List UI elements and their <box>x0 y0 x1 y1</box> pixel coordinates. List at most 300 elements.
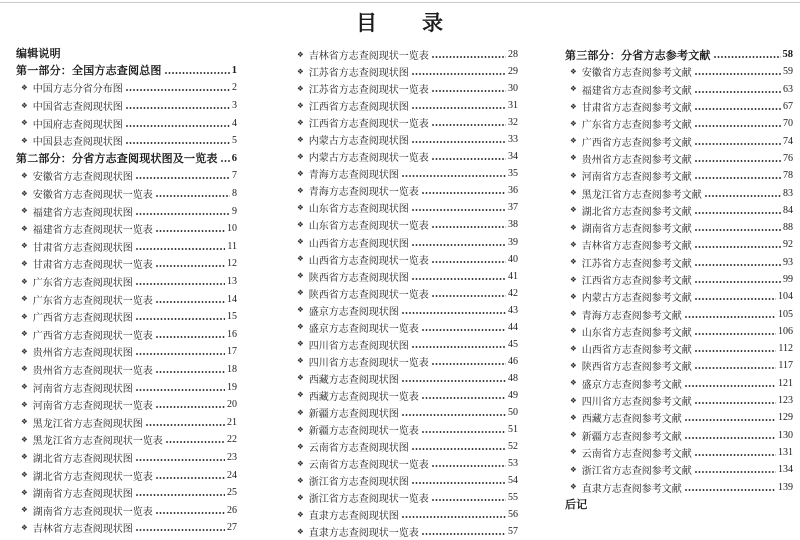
toc-page-number: 30 <box>508 83 518 95</box>
diamond-bullet-icon: ❖ <box>297 49 304 59</box>
toc-entry <box>16 308 237 326</box>
toc-page-number: 93 <box>783 256 793 268</box>
dot-leader <box>695 281 781 283</box>
toc-entry <box>292 165 518 182</box>
diamond-bullet-icon: ❖ <box>297 83 304 93</box>
toc-entry <box>16 361 237 379</box>
toc-page-number: 41 <box>508 270 518 282</box>
toc-page-number: 84 <box>783 204 793 216</box>
toc-page-number: 63 <box>783 83 793 95</box>
dot-leader <box>156 265 225 267</box>
diamond-bullet-icon: ❖ <box>570 188 577 198</box>
toc-entry-label: 江西省方志查阅现状一览表 <box>308 119 429 131</box>
diamond-bullet-icon: ❖ <box>297 356 304 366</box>
dot-leader <box>136 389 225 391</box>
toc-entry <box>16 238 237 256</box>
toc-page-number: 32 <box>508 117 518 129</box>
toc-page-number: 6 <box>231 152 237 164</box>
toc-entry-label: 陕西省方志查阅现状图 <box>308 272 409 284</box>
dot-leader <box>695 333 776 335</box>
toc-page-number: 24 <box>227 469 237 481</box>
diamond-bullet-icon: ❖ <box>297 271 304 281</box>
dot-leader <box>412 346 506 348</box>
toc-entry <box>292 148 518 165</box>
toc-entry <box>16 79 237 97</box>
diamond-bullet-icon: ❖ <box>21 522 28 532</box>
toc-entry-label: 湖北省方志查阅参考文献 <box>581 206 692 218</box>
diamond-bullet-icon: ❖ <box>21 118 28 128</box>
toc-entry <box>16 290 237 308</box>
toc-page-number: 31 <box>508 100 518 112</box>
diamond-bullet-icon: ❖ <box>21 135 28 145</box>
toc-entry-label: 四川省方志查阅现状一览表 <box>308 357 429 369</box>
diamond-bullet-icon: ❖ <box>21 223 28 233</box>
dot-leader <box>412 107 506 109</box>
toc-entry-label: 盛京方志查阅现状图 <box>308 306 399 318</box>
toc-entry-label: 山东省方志查阅现状一览表 <box>308 221 429 233</box>
diamond-bullet-icon: ❖ <box>297 424 304 434</box>
toc-entry <box>565 271 793 288</box>
toc-page-number: 42 <box>508 287 518 299</box>
diamond-bullet-icon: ❖ <box>297 117 304 127</box>
dot-leader <box>422 329 506 331</box>
toc-entry-label: 中国省志查阅现状图 <box>32 102 123 114</box>
toc-entry-label: 山东省方志查阅现状图 <box>308 204 409 216</box>
diamond-bullet-icon: ❖ <box>21 452 28 462</box>
toc-page-number: 131 <box>778 446 793 458</box>
toc-entry-label: 黑龙江省方志查阅现状图 <box>32 418 143 430</box>
toc-entry-label: 安徽省方志查阅现状图 <box>32 172 133 184</box>
diamond-bullet-icon: ❖ <box>570 395 577 405</box>
toc-entry <box>565 340 793 357</box>
toc-page-number: 12 <box>227 258 237 270</box>
diamond-bullet-icon: ❖ <box>570 291 577 301</box>
toc-entry-label: 直隶方志查阅参考文献 <box>581 483 682 495</box>
toc-entry <box>565 409 793 426</box>
page-title: 目 录 <box>356 12 444 35</box>
toc-entry-label: 黑龙江省方志查阅参考文献 <box>581 189 702 201</box>
diamond-bullet-icon: ❖ <box>297 185 304 195</box>
toc-entry <box>16 466 237 484</box>
toc-page-number: 70 <box>783 118 793 130</box>
toc-entry-label: 盛京方志查阅现状一览表 <box>308 323 419 335</box>
toc-entry <box>292 63 518 80</box>
toc-page-number: 112 <box>778 343 793 355</box>
dot-leader <box>156 230 225 232</box>
toc-entry-label: 云南省方志查阅现状一览表 <box>308 460 429 472</box>
toc-entry <box>16 44 237 62</box>
toc-entry-label: 贵州省方志查阅现状图 <box>32 348 133 360</box>
toc-page-number: 105 <box>778 308 793 320</box>
toc-entry-label: 四川省方志查阅参考文献 <box>581 397 692 409</box>
dot-leader <box>126 89 230 91</box>
diamond-bullet-icon: ❖ <box>570 101 577 111</box>
toc-page-number: 139 <box>778 481 793 493</box>
diamond-bullet-icon: ❖ <box>21 487 28 497</box>
dot-leader <box>695 160 781 162</box>
toc-entry <box>16 132 237 150</box>
toc-page-number: 17 <box>227 346 237 358</box>
diamond-bullet-icon: ❖ <box>297 475 304 485</box>
toc-page-number: 1 <box>231 64 237 76</box>
toc-page-number: 29 <box>508 66 518 78</box>
toc-entry-label: 第三部分：分省方志参考文献 <box>565 49 711 62</box>
toc-entry <box>292 302 518 319</box>
diamond-bullet-icon: ❖ <box>21 434 28 444</box>
diamond-bullet-icon: ❖ <box>570 170 577 180</box>
toc-entry-label: 黑龙江省方志查阅现状一览表 <box>32 436 163 448</box>
toc-page-number: 14 <box>227 293 237 305</box>
diamond-bullet-icon: ❖ <box>21 364 28 374</box>
toc-entry-label: 第二部分：分省方志查阅现状图及一览表 <box>16 153 218 166</box>
toc-entry <box>565 288 793 305</box>
toc-page-number: 19 <box>227 381 237 393</box>
dot-leader <box>432 295 506 297</box>
toc-entry <box>292 114 518 131</box>
toc-entry <box>565 81 793 98</box>
toc-entry <box>16 378 237 396</box>
toc-entry-label: 湖南省方志查阅参考文献 <box>581 224 692 236</box>
toc-entry-label: 湖北省方志查阅现状图 <box>32 453 133 465</box>
diamond-bullet-icon: ❖ <box>21 505 28 515</box>
toc-entry-label: 云南省方志查阅现状图 <box>308 443 409 455</box>
toc-page-number: 56 <box>508 509 518 521</box>
diamond-bullet-icon: ❖ <box>570 153 577 163</box>
toc-entry <box>565 46 793 63</box>
toc-entry <box>565 305 793 322</box>
dot-leader <box>165 72 230 74</box>
toc-page-number: 27 <box>227 522 237 534</box>
toc-page-number: 33 <box>508 134 518 146</box>
dot-leader <box>126 142 230 144</box>
dot-leader <box>221 160 230 162</box>
toc-page-number: 2 <box>232 82 237 94</box>
toc-entry-label: 江苏省方志查阅参考文献 <box>581 258 692 270</box>
dot-leader <box>412 209 506 211</box>
toc-column-left <box>16 44 237 537</box>
diamond-bullet-icon: ❖ <box>297 390 304 400</box>
toc-entry <box>565 115 793 132</box>
toc-entry-label: 广东省方志查阅现状一览表 <box>32 295 153 307</box>
toc-entry-label: 青海方志查阅现状一览表 <box>308 187 419 199</box>
toc-entry <box>292 489 518 506</box>
dot-leader <box>695 73 781 75</box>
dot-leader <box>695 246 781 248</box>
toc-page-number: 8 <box>232 188 237 200</box>
diamond-bullet-icon: ❖ <box>21 241 28 251</box>
toc-page-number: 88 <box>783 222 793 234</box>
dot-leader <box>146 424 225 426</box>
toc-entry <box>565 496 793 513</box>
toc-entry <box>565 392 793 409</box>
toc-entry <box>565 323 793 340</box>
dot-leader <box>695 367 777 369</box>
toc-entry <box>292 523 518 540</box>
toc-entry-label: 广西省方志查阅现状一览表 <box>32 330 153 342</box>
toc-entry <box>565 150 793 167</box>
toc-entry-label: 内蒙古方志查阅现状图 <box>308 136 409 148</box>
diamond-bullet-icon: ❖ <box>297 168 304 178</box>
toc-entry <box>565 357 793 374</box>
toc-entry-label: 河南省方志查阅现状图 <box>32 383 133 395</box>
toc-entry-label: 吉林省方志查阅现状图 <box>32 524 133 536</box>
toc-entry-label: 直隶方志查阅现状图 <box>308 511 399 523</box>
toc-page-number: 44 <box>508 321 518 333</box>
toc-page-number: 16 <box>227 328 237 340</box>
dot-leader <box>695 125 781 127</box>
dot-leader <box>136 459 225 461</box>
toc-entry <box>16 167 237 185</box>
dot-leader <box>695 108 781 110</box>
diamond-bullet-icon: ❖ <box>21 188 28 198</box>
dot-leader <box>422 533 506 535</box>
toc-page-number: 46 <box>508 355 518 367</box>
diamond-bullet-icon: ❖ <box>297 134 304 144</box>
toc-entry <box>565 184 793 201</box>
toc-page-number: 34 <box>508 151 518 163</box>
dot-leader <box>412 482 506 484</box>
toc-page-number: 26 <box>227 504 237 516</box>
toc-page-number: 121 <box>778 377 793 389</box>
dot-leader <box>156 477 225 479</box>
dot-leader <box>695 91 781 93</box>
dot-leader <box>422 431 506 433</box>
diamond-bullet-icon: ❖ <box>570 239 577 249</box>
top-border-line <box>0 2 800 3</box>
toc-page-number: 117 <box>778 360 793 372</box>
diamond-bullet-icon: ❖ <box>570 378 577 388</box>
dot-leader <box>422 397 506 399</box>
dot-leader <box>432 499 506 501</box>
toc-entry <box>292 506 518 523</box>
dot-leader <box>126 107 230 109</box>
diamond-bullet-icon: ❖ <box>570 118 577 128</box>
dot-leader <box>136 494 225 496</box>
toc-entry <box>292 234 518 251</box>
toc-entry <box>565 167 793 184</box>
toc-page-number: 58 <box>782 49 793 61</box>
toc-page-number: 134 <box>778 464 793 476</box>
dot-leader <box>695 298 776 300</box>
diamond-bullet-icon: ❖ <box>570 257 577 267</box>
dot-leader <box>432 261 506 263</box>
diamond-bullet-icon: ❖ <box>570 205 577 215</box>
toc-entry-label: 山东省方志查阅参考文献 <box>581 327 692 339</box>
toc-entry <box>292 216 518 233</box>
toc-entry-label: 浙江省方志查阅现状一览表 <box>308 494 429 506</box>
toc-entry-label: 山西省方志查阅参考文献 <box>581 345 692 357</box>
dot-leader <box>136 213 230 215</box>
dot-leader <box>136 177 230 179</box>
toc-entry <box>292 455 518 472</box>
dot-leader <box>432 226 506 228</box>
dot-leader <box>412 244 506 246</box>
diamond-bullet-icon: ❖ <box>570 343 577 353</box>
toc-entry <box>292 268 518 285</box>
diamond-bullet-icon: ❖ <box>21 206 28 216</box>
diamond-bullet-icon: ❖ <box>297 492 304 502</box>
toc-entry-label: 甘肃省方志查阅现状一览表 <box>32 260 153 272</box>
dot-leader <box>156 371 225 373</box>
diamond-bullet-icon: ❖ <box>570 309 577 319</box>
toc-entry <box>292 46 518 63</box>
toc-entry-label: 西藏方志查阅现状一览表 <box>308 391 419 403</box>
toc-page-number: 7 <box>232 170 237 182</box>
diamond-bullet-icon: ❖ <box>570 222 577 232</box>
toc-page-number: 78 <box>783 170 793 182</box>
toc-entry-label: 广西省方志查阅现状图 <box>32 313 133 325</box>
toc-entry-label: 湖北省方志查阅现状一览表 <box>32 471 153 483</box>
toc-page-number: 39 <box>508 236 518 248</box>
dot-leader <box>402 380 506 382</box>
dot-leader <box>402 175 506 177</box>
toc-entry-label: 河南省方志查阅现状一览表 <box>32 401 153 413</box>
dot-leader <box>136 353 225 355</box>
toc-entry-label: 山西省方志查阅现状图 <box>308 238 409 250</box>
toc-page-number: 129 <box>778 412 793 424</box>
toc-page-number: 35 <box>508 168 518 180</box>
diamond-bullet-icon: ❖ <box>570 482 577 492</box>
toc-entry-label: 四川省方志查阅现状图 <box>308 340 409 352</box>
diamond-bullet-icon: ❖ <box>570 464 577 474</box>
toc-entry-label: 江西省方志查阅现状图 <box>308 102 409 114</box>
dot-leader <box>402 312 506 314</box>
dot-leader <box>695 471 776 473</box>
toc-entry-label: 江苏省方志查阅现状一览表 <box>308 85 429 97</box>
dot-leader <box>136 283 225 285</box>
toc-page-number: 40 <box>508 253 518 265</box>
diamond-bullet-icon: ❖ <box>21 311 28 321</box>
dot-leader <box>136 529 225 531</box>
toc-entry-label: 浙江省方志查阅参考文献 <box>581 466 692 478</box>
toc-entry-label: 福建省方志查阅现状图 <box>32 207 133 219</box>
diamond-bullet-icon: ❖ <box>570 326 577 336</box>
toc-entry <box>16 431 237 449</box>
diamond-bullet-icon: ❖ <box>297 66 304 76</box>
dot-leader <box>156 301 225 303</box>
diamond-bullet-icon: ❖ <box>297 151 304 161</box>
toc-page-number: 18 <box>227 363 237 375</box>
toc-entry-label: 吉林省方志查阅现状一览表 <box>308 51 429 63</box>
toc-page-number: 55 <box>508 492 518 504</box>
toc-page-number: 67 <box>783 101 793 113</box>
dot-leader <box>705 195 781 197</box>
toc-page-number: 10 <box>227 223 237 235</box>
toc-entry-label: 后记 <box>565 499 588 512</box>
toc-entry-label: 青海方志查阅参考文献 <box>581 310 682 322</box>
diamond-bullet-icon: ❖ <box>21 258 28 268</box>
toc-entry <box>565 254 793 271</box>
toc-page-number: 23 <box>227 451 237 463</box>
dot-leader <box>432 56 506 58</box>
dot-leader <box>695 143 781 145</box>
toc-page-number: 123 <box>778 395 793 407</box>
toc-page-number: 48 <box>508 372 518 384</box>
diamond-bullet-icon: ❖ <box>297 526 304 536</box>
diamond-bullet-icon: ❖ <box>21 294 28 304</box>
dot-leader <box>695 402 776 404</box>
dot-leader <box>685 419 776 421</box>
toc-entry-label: 甘肃省方志查阅参考文献 <box>581 103 692 115</box>
diamond-bullet-icon: ❖ <box>21 470 28 480</box>
toc-entry <box>16 97 237 115</box>
toc-entry <box>16 326 237 344</box>
diamond-bullet-icon: ❖ <box>297 458 304 468</box>
toc-entry-label: 中国府志查阅现状图 <box>32 119 123 131</box>
toc-entry-label: 西藏方志查阅参考文献 <box>581 414 682 426</box>
toc-entry-label: 吉林省方志查阅参考文献 <box>581 241 692 253</box>
toc-entry-label: 内蒙古方志查阅参考文献 <box>581 293 692 305</box>
diamond-bullet-icon: ❖ <box>297 322 304 332</box>
toc-page-number: 106 <box>778 325 793 337</box>
toc-entry <box>16 501 237 519</box>
diamond-bullet-icon: ❖ <box>297 441 304 451</box>
diamond-bullet-icon: ❖ <box>297 339 304 349</box>
dot-leader <box>695 264 781 266</box>
dot-leader <box>412 73 506 75</box>
diamond-bullet-icon: ❖ <box>297 237 304 247</box>
diamond-bullet-icon: ❖ <box>21 100 28 110</box>
toc-page-number: 104 <box>778 291 793 303</box>
dot-leader <box>695 229 781 231</box>
toc-entry-label: 河南省方志查阅参考文献 <box>581 172 692 184</box>
toc-entry <box>565 375 793 392</box>
diamond-bullet-icon: ❖ <box>21 276 28 286</box>
dot-leader <box>136 318 225 320</box>
toc-entry <box>292 387 518 404</box>
toc-page-number: 21 <box>227 416 237 428</box>
diamond-bullet-icon: ❖ <box>570 360 577 370</box>
toc-entry <box>16 343 237 361</box>
toc-entry-label: 广东省方志查阅参考文献 <box>581 120 692 132</box>
toc-page-number: 99 <box>783 274 793 285</box>
toc-page-number: 20 <box>227 399 237 411</box>
dot-leader <box>156 512 225 514</box>
toc-entry-label: 中国县志查阅现状图 <box>32 137 123 149</box>
toc-column-middle <box>292 46 518 540</box>
toc-entry-label: 贵州省方志查阅参考文献 <box>581 154 692 166</box>
toc-page-number: 130 <box>778 429 793 441</box>
toc-entry-label: 青海方志查阅现状图 <box>308 170 399 182</box>
toc-page-number: 49 <box>508 389 518 401</box>
diamond-bullet-icon: ❖ <box>570 66 577 76</box>
dot-leader <box>166 441 225 443</box>
toc-entry-label: 广东省方志查阅现状图 <box>32 278 133 290</box>
toc-entry-label: 安徽省方志查阅现状一览表 <box>32 190 153 202</box>
toc-entry <box>292 199 518 216</box>
diamond-bullet-icon: ❖ <box>570 430 577 440</box>
diamond-bullet-icon: ❖ <box>21 417 28 427</box>
dot-leader <box>156 406 225 408</box>
toc-entry <box>565 202 793 219</box>
dot-leader <box>422 192 506 194</box>
dot-leader <box>695 454 776 456</box>
toc-entry <box>292 472 518 489</box>
dot-leader <box>126 125 230 127</box>
toc-entry <box>16 273 237 291</box>
toc-entry <box>16 396 237 414</box>
toc-entry <box>292 285 518 302</box>
dot-leader <box>412 278 506 280</box>
toc-entry <box>565 98 793 115</box>
diamond-bullet-icon: ❖ <box>297 509 304 519</box>
toc-entry <box>292 131 518 148</box>
toc-entry-label: 福建省方志查阅参考文献 <box>581 85 692 97</box>
toc-entry <box>292 404 518 421</box>
toc-page-number: 51 <box>508 424 518 436</box>
dot-leader <box>685 316 776 318</box>
dot-leader <box>432 158 506 160</box>
